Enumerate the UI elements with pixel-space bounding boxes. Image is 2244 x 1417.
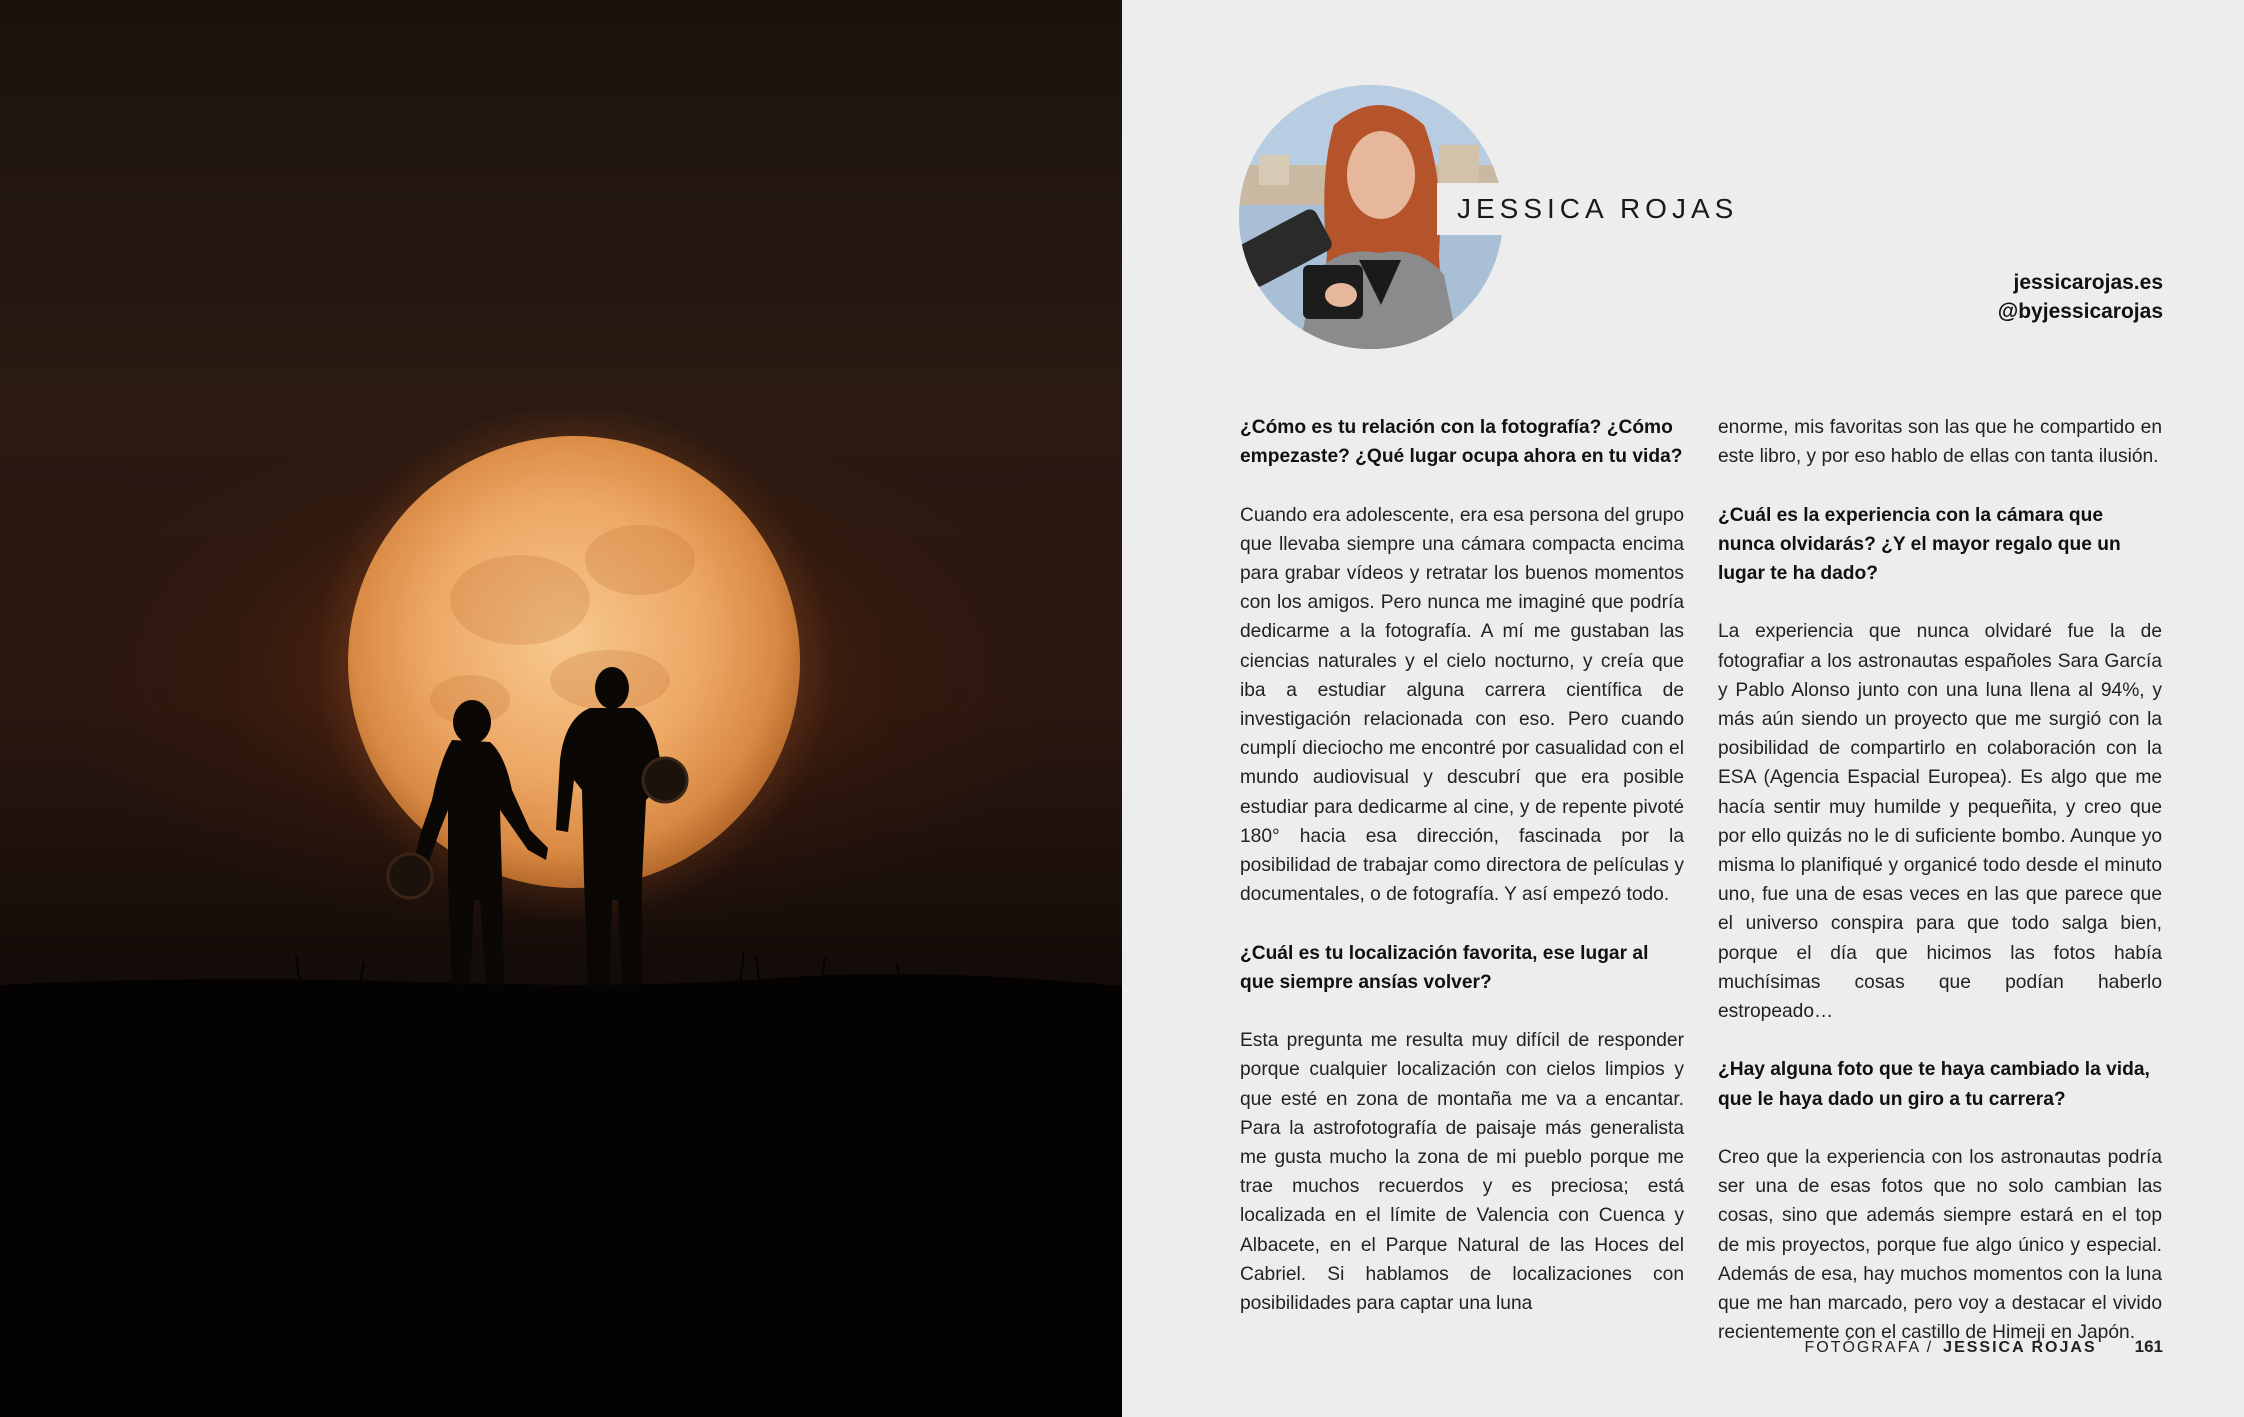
page-footer [1804,1337,2163,1357]
question-3: ¿Cuál es la experiencia con la cámara que nunca olvidarás? ¿Y el mayor regalo que un lugar te ha dado? [1718,504,2121,584]
question-2: ¿Cuál es tu localización favorita, ese lugar al que siempre ansías volver? [1240,942,1649,993]
ground [0,974,1122,1417]
author-name: JESSICA ROJAS [1457,193,1739,224]
footer-section: FOTÓGRAFA / [1804,1339,1934,1356]
answer-2-continued: enorme, mis favoritas son las que he compartido en este libro, y por eso hablo de ellas con tanta ilusión. [1718,417,2162,468]
answer-1: Cuando era adolescente, era esa persona del grupo que llevaba siempre una cámara compacta encima para grabar vídeos y retratar los buenos momentos con los amigos. Pero nunca me imaginé que podría dedicarme a la fotografía. A mí me gustaban las ciencias naturales y el cielo nocturno, y creía que iba a estudiar alguna carrera científica de investigación relacionada con eso. Pero cuando cumplí dieciocho me encontré por casualidad con el mundo audiovisual y descubrí que era posible estudiar para dedicarme al cine, y de repente pivoté 180° hacia esa dirección, fascinada por la posibilidad de trabajar como directora de películas y documentales, o de fotografía. Y así empezó todo. [1240,504,1684,906]
answer-2: Esta pregunta me resulta muy difícil de responder porque cualquier localización con cielos limpios y que esté en zona de montaña me va a encantar. Para la astrofotografía de paisaje más generalista me gusta mucho la zona de mi pueblo porque me trae muchos recuerdos y es preciosa; está localizada en el límite de Valencia con Cuenca y Albacete, en el Parque Natural de las Hoces del Cabriel. Si hablamos de localizaciones con posibilidades para captar una luna [1240,1030,1684,1315]
social-handle[interactable]: @byjessicarojas [1997,300,2163,323]
answer-4: Creo que la experiencia con los astronautas podría ser una de esas fotos que no solo cambian las cosas, sino que además siempre estará en el top de mis proyectos, porque fue algo único y especial. Además de esa, hay muchos momentos con la luna que me han marcado, pero voy a destacar el vivido recientemente con el castillo de Himeji en Japón. [1718,1147,2162,1344]
interview-column-left [1240,413,1684,1347]
question-4: ¿Hay alguna foto que te haya cambiado la vida, que le haya dado un giro a tu carrera? [1718,1059,2150,1110]
answer-3: La experiencia que nunca olvidaré fue la de fotografiar a los astronautas españoles Sara García y Pablo Alonso junto con una luna llena al 94%, y más aún siendo un proyecto que me surgió con la posibilidad de compartirlo en colaboración con la ESA (Agencia Espacial Europea). Es algo que me hacía sentir muy humilde y pequeñita, y creo que por ello quizás no le di suficiente bombo. Aunque yo misma lo planifiqué y organicé todo desde el minuto uno, fue una de esas veces en las que parece que el universo conspira para que todo salga bien, porque el día que hicimos las fotos había muchísimas cosas que podían haberlo estropeado… [1718,621,2162,1023]
author-name-label [1437,183,1760,235]
question-1: ¿Cómo es tu relación con la fotografía? ¿Cómo empezaste? ¿Qué lugar ocupa ahora en tu vida? [1240,417,1683,468]
footer-author: JESSICA ROJAS [1943,1339,2097,1356]
website-link[interactable]: jessicarojas.es [2013,271,2163,294]
page-number: 161 [2134,1337,2163,1356]
contact-block [1998,268,2163,326]
interview-column-right [1718,413,2162,1377]
